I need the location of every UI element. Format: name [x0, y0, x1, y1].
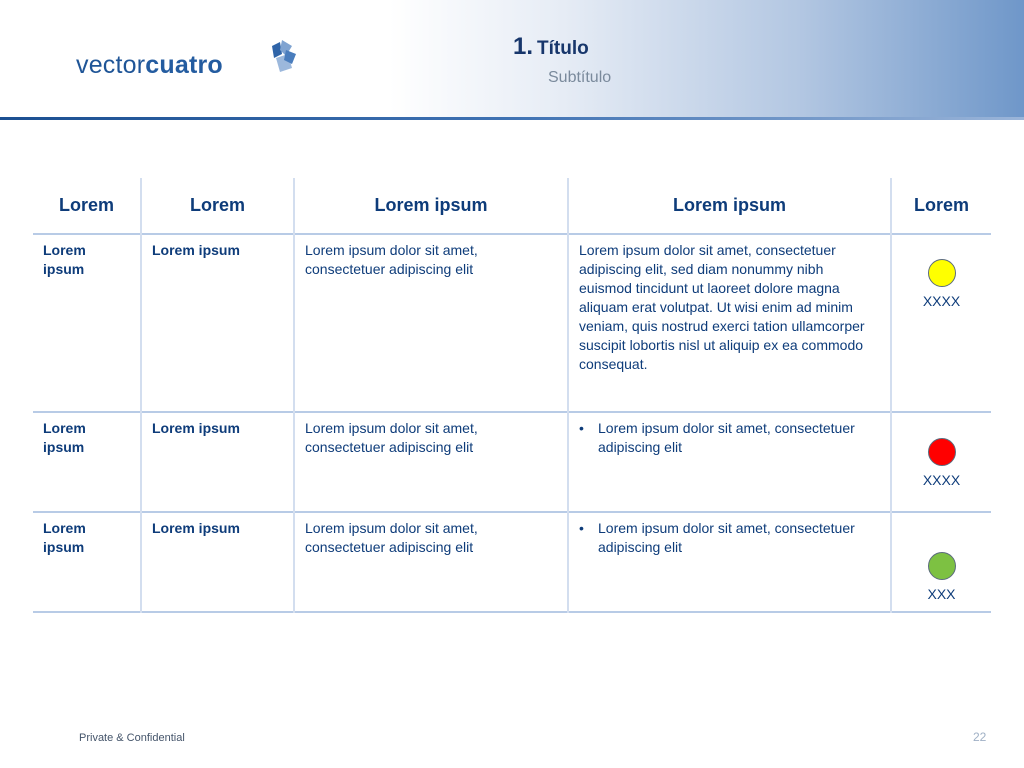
- logo-text-cuatro: cuatro: [145, 51, 223, 79]
- table-cell: [568, 512, 891, 612]
- table-row: [33, 412, 991, 512]
- status-circle-icon: [928, 438, 956, 466]
- bullet-item: [579, 419, 880, 457]
- slide-number: 1.: [513, 33, 534, 60]
- status-label: XXXX: [922, 472, 961, 488]
- table-cell: Lorem ipsum dolor sit amet, consectetuer adipiscing elit, sed diam nonummy nibh euismod tincidunt ut laoreet dolore magna aliquam erat volutpat. Ut wisi enim ad minim veniam, quis nostrud exerci tation ullamcorper suscipit lobortis nisl ut aliquip ex ea commodo consequat.: [568, 234, 891, 412]
- status-circle-icon: [928, 259, 956, 287]
- status-label: XXXX: [922, 293, 961, 309]
- logo-wordmark: [76, 51, 223, 80]
- column-header: Lorem ipsum: [568, 178, 891, 234]
- bullet-icon: •: [579, 520, 584, 536]
- logo-text-vector: vector: [76, 51, 146, 79]
- bullet-text: Lorem ipsum dolor sit amet, consectetuer adipiscing elit: [598, 520, 855, 555]
- table-cell: Lorem ipsum dolor sit amet, consectetuer adipiscing elit: [294, 234, 568, 412]
- table-cell: Lorem ipsum dolor sit amet, consectetuer adipiscing elit: [294, 412, 568, 512]
- table-cell: Lorem ipsum: [43, 520, 86, 555]
- header-divider: [0, 117, 1024, 120]
- bullet-text: Lorem ipsum dolor sit amet, consectetuer adipiscing elit: [598, 420, 855, 455]
- status-circle-icon: [928, 552, 956, 580]
- table-cell: Lorem ipsum: [141, 412, 294, 512]
- slide-subtitle: Subtítulo: [548, 69, 612, 86]
- column-header: Lorem: [58, 195, 114, 215]
- table-cell: Lorem ipsum: [141, 234, 294, 412]
- logo-mark-icon: [268, 38, 298, 74]
- slide-title-text: Título: [537, 38, 589, 59]
- status-cell: [891, 412, 991, 512]
- status-cell: [891, 234, 991, 412]
- page-number: 22: [973, 730, 987, 744]
- slide-title: [513, 33, 589, 61]
- status-label: XXX: [927, 586, 956, 602]
- bullet-icon: •: [579, 420, 584, 436]
- column-header: Lorem: [141, 178, 294, 234]
- table-cell: Lorem ipsum: [141, 512, 294, 612]
- table-row: [33, 234, 991, 412]
- table-row: [33, 512, 991, 612]
- table-cell: Lorem ipsum: [43, 420, 86, 455]
- status-cell: [891, 512, 991, 612]
- column-header: Lorem: [891, 178, 991, 234]
- status-indicator: [902, 241, 981, 311]
- column-header: Lorem ipsum: [294, 178, 568, 234]
- bullet-item: [579, 519, 880, 557]
- data-table: [33, 178, 991, 613]
- status-indicator: [902, 519, 981, 604]
- footer-confidential: Private & Confidential: [79, 732, 185, 744]
- table-cell: [568, 412, 891, 512]
- table-cell: Lorem ipsum: [43, 242, 86, 277]
- table-header-row: [33, 178, 991, 234]
- status-indicator: [902, 419, 981, 490]
- table-cell: Lorem ipsum dolor sit amet, consectetuer adipiscing elit: [294, 512, 568, 612]
